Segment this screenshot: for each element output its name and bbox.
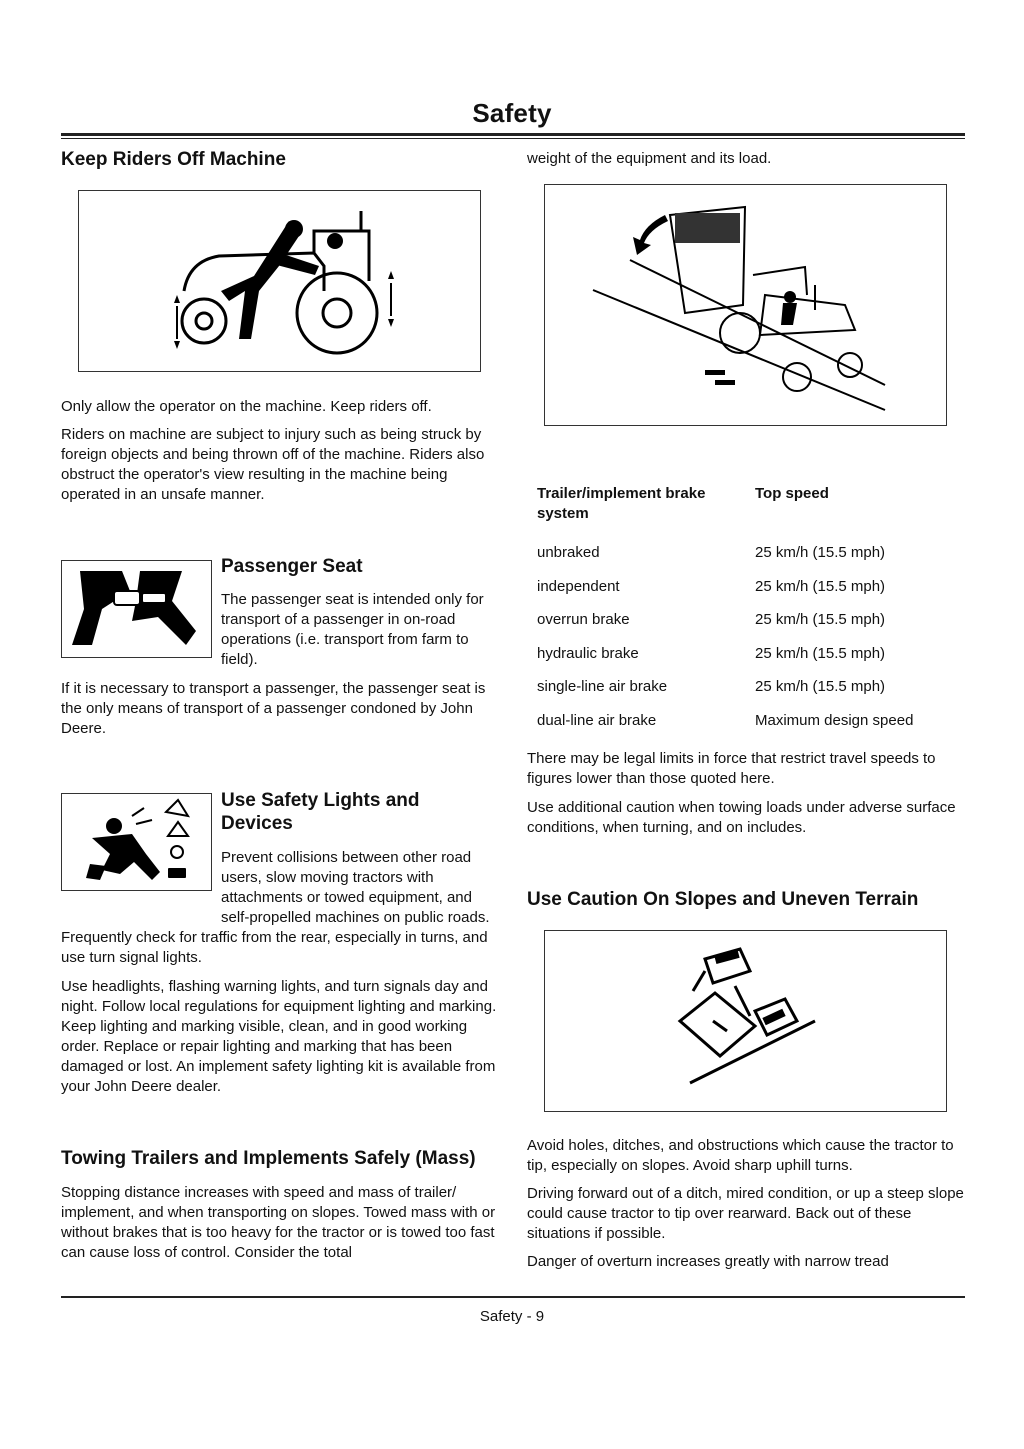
towing-paragraph-1-continued: weight of the equipment and its load.: [527, 150, 772, 167]
table-cell-speed: Maximum design speed: [755, 711, 914, 729]
slopes-illustration: [544, 930, 947, 1112]
header-rule: [61, 133, 965, 136]
passenger-paragraph-2: If it is necessary to transport a passenger, the passenger seat is the only means of transport of a passenger condoned by John Deere.: [61, 680, 486, 737]
table-cell-system: independent: [537, 577, 620, 595]
page-title: Safety: [472, 98, 552, 128]
slopes-heading: Use Caution On Slopes and Uneven Terrain: [527, 889, 919, 910]
table-cell-system: single-line air brake: [537, 678, 668, 696]
table-row: [537, 670, 957, 704]
lights-paragraph-1: Prevent collisions between other road users, slow moving tractors with attachments or towed equipment, and self-propelled machines on public roads. Frequently check for traffic from the rear, especially in turns, and use turn signal lights.: [61, 849, 490, 966]
page-number: Safety - 9: [479, 1308, 545, 1325]
float-spacer: [61, 848, 221, 910]
table-row: [537, 570, 957, 604]
towing-paragraph-1: Stopping distance increases with speed and mass of trailer/ implement, and when transporting on slopes. Towed mass with or without brakes that is too heavy for the tractor or is towed too fast can cause loss of control. Consider the total: [61, 1184, 496, 1261]
brake-speed-table: [537, 484, 957, 737]
lights-heading: Use Safety Lights and Devices: [221, 790, 420, 834]
passenger-heading: Passenger Seat: [221, 556, 363, 577]
table-cell-system: hydraulic brake: [537, 644, 639, 662]
speed-note-2: Use additional caution when towing loads under adverse surface conditions, when turning, and on includes.: [527, 799, 956, 836]
lights-paragraph-1-wrap: [61, 848, 501, 968]
tractor-rider-icon: [79, 191, 480, 371]
table-cell-speed: 25 km/h (15.5 mph): [755, 544, 886, 562]
table-cell-system: unbraked: [537, 544, 600, 562]
tractor-rollover-icon: [545, 931, 946, 1111]
table-cell-speed: 25 km/h (15.5 mph): [755, 644, 886, 662]
table-row: [537, 704, 957, 738]
riders-paragraph-2: Riders on machine are subject to injury such as being struck by foreign objects and being thrown off of the machine. Riders also obstruct the operator's view resulting in the machine being operated in an unsafe manner.: [61, 426, 485, 503]
table-cell-speed: 25 km/h (15.5 mph): [755, 678, 886, 696]
table-cell-system: dual-line air brake: [537, 711, 657, 729]
table-header-top-speed: Top speed: [755, 485, 829, 502]
table-row: [537, 637, 957, 671]
seatbelt-icon: [62, 561, 211, 657]
passenger-paragraph-1: The passenger seat is intended only for transport of a passenger in on-road operations (i.e. transport from farm to field).: [221, 591, 484, 668]
towing-heading: Towing Trailers and Implements Safely (Mass): [61, 1148, 476, 1169]
riders-paragraph-1: Only allow the operator on the machine. Keep riders off.: [61, 398, 432, 415]
table-header-brake-system: Trailer/implement brake system: [537, 485, 706, 522]
towing-slope-illustration: [544, 184, 947, 426]
table-header-row: [537, 484, 957, 536]
table-cell-speed: 25 km/h (15.5 mph): [755, 611, 886, 629]
speed-note-1: There may be legal limits in force that restrict travel speeds to figures lower than those quoted here.: [527, 750, 936, 787]
table-cell-speed: 25 km/h (15.5 mph): [755, 577, 886, 595]
table-row: [537, 603, 957, 637]
riders-illustration: [78, 190, 481, 372]
passenger-seat-illustration: [61, 560, 212, 658]
tractor-trailer-slope-icon: [545, 185, 946, 425]
riders-heading: Keep Riders Off Machine: [61, 149, 286, 170]
lights-paragraph-2: Use headlights, flashing warning lights, and turn signals day and night. Follow local regulations for equipment lighting and marking. Keep lighting and marking visible, clean, and in good working order. Replace or repair lighting and marking that has been damaged or lost. An implement safety lighting kit is available from your John Deere dealer.: [61, 978, 497, 1095]
slopes-paragraph-3: Danger of overturn increases greatly with narrow tread: [527, 1253, 889, 1270]
footer-rule: [61, 1296, 965, 1298]
table-row: [537, 536, 957, 570]
table-cell-system: overrun brake: [537, 611, 630, 629]
slopes-paragraph-1: Avoid holes, ditches, and obstructions which cause the tractor to tip, especially on slopes. Avoid sharp uphill turns.: [527, 1137, 954, 1174]
header-rule-thin: [61, 138, 965, 139]
slopes-paragraph-2: Driving forward out of a ditch, mired condition, or up a steep slope could cause tractor to tip over rearward. Back out of these situations if possible.: [527, 1185, 964, 1242]
